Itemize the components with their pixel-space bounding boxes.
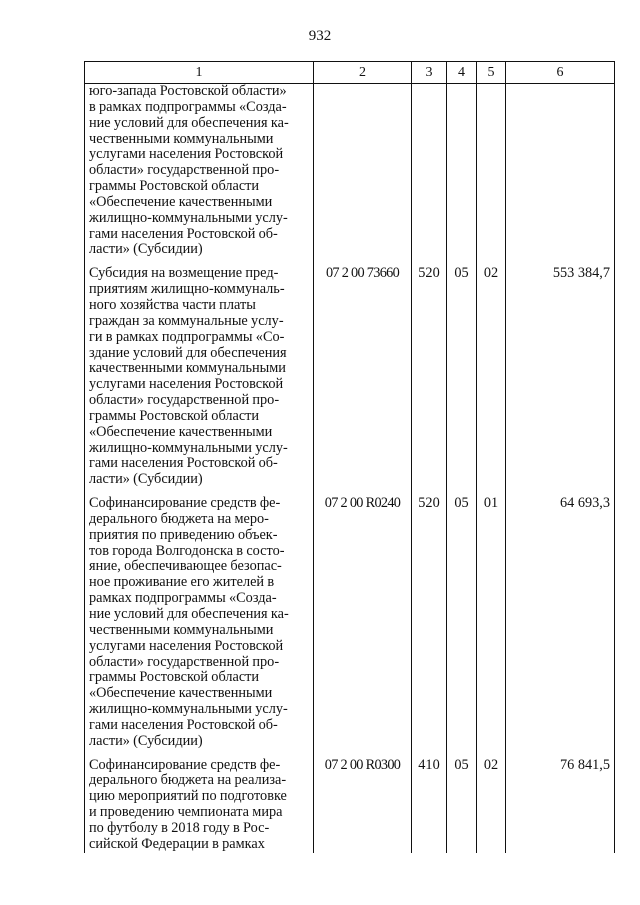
description-line: Софинансирование средств фе- xyxy=(89,756,281,773)
row-target-code: 07 2 00 73660 xyxy=(314,266,412,496)
header-col-3: 3 xyxy=(412,62,447,84)
row-subsection: 02 xyxy=(477,266,506,496)
table-row xyxy=(85,266,615,496)
description-line: приятиям жилищно-коммуналь- xyxy=(89,281,285,298)
description-line: граммы Ростовской области xyxy=(89,407,260,424)
description-line: цию мероприятий по подготовке xyxy=(89,788,287,805)
description-line: ного хозяйства части платы xyxy=(89,296,256,313)
description-line: гами населения Ростовской об- xyxy=(89,455,278,472)
description-line: ласти» (Субсидии) xyxy=(89,732,203,749)
table-row xyxy=(85,84,615,267)
header-col-5: 5 xyxy=(477,62,506,84)
description-line: приятия по приведению объек- xyxy=(89,526,278,543)
description-line: услугами населения Ростовской xyxy=(89,637,284,654)
row-amount: 64 693,3 xyxy=(506,496,615,758)
description-line: юго-запада Ростовской области» xyxy=(89,83,287,99)
header-col-6: 6 xyxy=(506,62,615,84)
description-line: Субсидия на возмещение пред- xyxy=(89,265,279,282)
description-line: сийской Федерации в рамках xyxy=(89,835,265,852)
description-line: ное проживание его жителей в xyxy=(89,574,275,591)
row-subsection xyxy=(477,84,506,267)
row-section: 05 xyxy=(447,496,477,758)
description-line: услугами населения Ростовской xyxy=(89,376,284,393)
description-line: по футболу в 2018 году в Рос- xyxy=(89,819,270,836)
description-line: области» государственной про- xyxy=(89,653,280,670)
page-number: 932 xyxy=(308,28,332,44)
row-subsection: 02 xyxy=(477,758,506,853)
description-line: граммы Ростовской области xyxy=(89,669,260,686)
row-section: 05 xyxy=(447,758,477,853)
row-target-code: 07 2 00 R0240 xyxy=(314,496,412,758)
description-line: чественными коммунальными xyxy=(89,621,274,638)
row-expense-type: 520 xyxy=(412,496,447,758)
row-expense-type: 410 xyxy=(412,758,447,853)
description-line: тов города Волгодонска в состо- xyxy=(89,542,285,559)
row-description xyxy=(85,758,314,853)
row-amount: 553 384,7 xyxy=(506,266,615,496)
row-description xyxy=(85,84,314,267)
description-line: гами населения Ростовской об- xyxy=(89,716,278,733)
description-line: ласти» (Субсидии) xyxy=(89,241,203,258)
description-line: качественными коммунальными xyxy=(89,360,286,377)
header-col-4: 4 xyxy=(447,62,477,84)
description-line: гами населения Ростовской об- xyxy=(89,225,278,242)
table-header-row xyxy=(85,62,615,84)
row-expense-type: 520 xyxy=(412,266,447,496)
description-line: ние условий для обеспечения ка- xyxy=(89,114,289,131)
row-subsection: 01 xyxy=(477,496,506,758)
description-line: жилищно-коммунальными услу- xyxy=(89,701,288,718)
description-line: Софинансирование средств фе- xyxy=(89,495,281,512)
description-line: яние, обеспечивающее безопас- xyxy=(89,558,282,575)
description-line: «Обеспечение качественными xyxy=(89,193,273,210)
description-line: ласти» (Субсидии) xyxy=(89,471,203,488)
description-line: рамках подпрограммы «Созда- xyxy=(89,590,277,607)
description-line: чественными коммунальными xyxy=(89,130,274,147)
row-description xyxy=(85,266,314,496)
description-line: здание условий для обеспечения xyxy=(89,344,287,361)
description-line: и проведению чемпионата мира xyxy=(89,804,283,821)
description-line: «Обеспечение качественными xyxy=(89,685,273,702)
description-line: области» государственной про- xyxy=(89,392,280,409)
row-amount: 76 841,5 xyxy=(506,758,615,853)
description-line: дерального бюджета на реализа- xyxy=(89,772,287,789)
description-line: ние условий для обеспечения ка- xyxy=(89,606,289,622)
description-line: «Обеспечение качественными xyxy=(89,423,273,440)
row-description xyxy=(85,496,314,758)
row-section xyxy=(447,84,477,267)
budget-table xyxy=(84,61,615,853)
row-section: 05 xyxy=(447,266,477,496)
row-target-code: 07 2 00 R0300 xyxy=(314,758,412,853)
row-target-code xyxy=(314,84,412,267)
header-col-1: 1 xyxy=(85,62,314,84)
description-line: области» государственной про- xyxy=(89,162,280,179)
table-row xyxy=(85,758,615,853)
row-expense-type xyxy=(412,84,447,267)
description-line: граммы Ростовской области xyxy=(89,178,260,195)
description-line: ги в рамках подпрограммы «Со- xyxy=(89,328,285,345)
description-line: услугами населения Ростовской xyxy=(89,146,284,163)
description-line: жилищно-коммунальными услу- xyxy=(89,209,288,226)
table-row xyxy=(85,496,615,758)
description-line: в рамках подпрограммы «Созда- xyxy=(89,98,287,115)
description-line: дерального бюджета на меро- xyxy=(89,510,269,527)
row-amount xyxy=(506,84,615,267)
header-col-2: 2 xyxy=(314,62,412,84)
description-line: граждан за коммунальные услу- xyxy=(89,312,284,329)
description-line: жилищно-коммунальными услу- xyxy=(89,439,288,456)
